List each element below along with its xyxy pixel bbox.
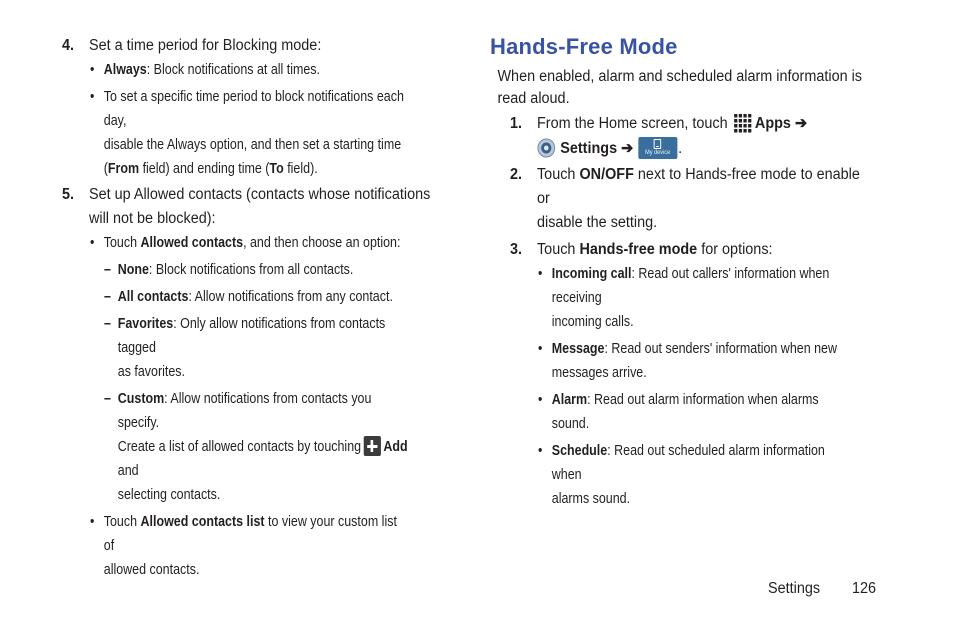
allowed-contacts-list-label: Allowed contacts list	[140, 514, 265, 530]
step-text: will not be blocked):	[88, 210, 216, 227]
step-number: 5.	[62, 186, 75, 203]
apps-grid-icon	[734, 113, 753, 133]
option-message	[538, 337, 849, 385]
option-text: : Read out senders' information when new	[604, 341, 837, 357]
option-bold: Custom	[117, 391, 165, 407]
step-text: for options:	[697, 241, 773, 258]
bullet-mark: •	[90, 62, 95, 78]
step-text: Set up Allowed contacts (contacts whose notifications	[88, 186, 431, 203]
settings-gear-icon	[537, 138, 556, 158]
option-text: : Allow notifications from contacts you specify.	[117, 391, 372, 431]
option-bold: Favorites	[117, 316, 174, 332]
on-off-label: ON/OFF	[579, 166, 634, 183]
option-text: messages arrive.	[551, 365, 647, 381]
step-text: Set a time period for Blocking mode:	[88, 37, 322, 54]
step-text: next to Hands-free mode to enable or	[536, 166, 860, 207]
dash-mark: –	[104, 391, 111, 407]
step-text: disable the setting.	[536, 214, 658, 231]
option-none	[104, 258, 412, 282]
hands-free-mode-label: Hands-free mode	[579, 241, 698, 258]
bullet-text: Touch	[103, 514, 141, 530]
to-field-label: To	[269, 161, 284, 177]
bullet-line: To set a specific time period to block notifications each day,	[103, 89, 404, 129]
bullet-text: , and then choose an option:	[243, 235, 401, 251]
bullet-text: field).	[283, 161, 318, 177]
bullet-text: : Block notifications at all times.	[146, 62, 321, 78]
bullet-text: Touch	[103, 235, 141, 251]
option-text: selecting contacts.	[117, 487, 221, 503]
step-text: Touch	[536, 241, 580, 258]
arrow-glyph: ➔	[790, 115, 808, 132]
step-5	[62, 183, 434, 231]
apps-label: Apps	[754, 115, 791, 132]
option-bold: Message	[551, 341, 605, 357]
step-number: 2.	[510, 166, 523, 183]
step-4	[62, 34, 434, 58]
my-device-tab-icon	[638, 137, 677, 159]
step-text: .	[678, 140, 683, 157]
bullet-mark: •	[90, 514, 95, 530]
option-schedule	[538, 439, 849, 511]
right-column	[490, 34, 900, 511]
bullet-text: allowed contacts.	[103, 562, 200, 578]
option-text: as favorites.	[117, 364, 185, 380]
bullet-text: to view your custom list of	[103, 514, 397, 554]
step-text: Touch	[536, 166, 580, 183]
hf-step-1	[510, 112, 873, 161]
arrow-glyph: ➔	[617, 140, 634, 157]
option-bold: All contacts	[117, 289, 189, 305]
dash-mark: –	[104, 289, 111, 305]
my-device-label: My device	[645, 150, 671, 156]
step-number: 3.	[510, 241, 523, 258]
option-incoming-call	[538, 262, 849, 334]
intro-paragraph	[490, 66, 871, 110]
bullet-allowed-contacts	[90, 231, 410, 255]
intro-line: read aloud.	[497, 90, 570, 107]
allowed-contacts-label: Allowed contacts	[140, 235, 244, 251]
step-number: 1.	[510, 115, 523, 132]
bullet-always	[90, 58, 410, 82]
option-text: : Allow notifications from any contact.	[188, 289, 393, 305]
bullet-mark: •	[538, 443, 543, 459]
bullet-mark: •	[538, 392, 543, 408]
bullet-bold: Always	[103, 62, 147, 78]
footer-section-name: Settings	[768, 580, 821, 597]
option-favorites	[104, 312, 412, 384]
dash-mark: –	[104, 316, 111, 332]
option-alarm	[538, 388, 849, 436]
bullet-mark: •	[538, 341, 543, 357]
add-icon	[364, 436, 381, 456]
option-custom	[104, 387, 412, 507]
section-heading: Hands-Free Mode	[490, 34, 678, 59]
option-text: Create a list of allowed contacts by touching	[117, 439, 362, 455]
hf-step-2	[510, 163, 873, 235]
step-number: 4.	[62, 37, 75, 54]
intro-line: When enabled, alarm and scheduled alarm information is	[497, 68, 863, 85]
bullet-text: (	[103, 161, 108, 177]
bullet-line: disable the Always option, and then set a starting time	[103, 137, 402, 153]
bullet-allowed-contacts-list	[90, 510, 410, 582]
option-text: : Read out callers' information when receiving	[551, 266, 830, 306]
option-text: alarms sound.	[551, 491, 631, 507]
option-bold: Incoming call	[551, 266, 632, 282]
option-bold: None	[117, 262, 149, 278]
step-text: From the Home screen, touch	[536, 115, 732, 132]
option-bold: Alarm	[551, 392, 588, 408]
option-text: : Read out alarm information when alarms sound.	[551, 392, 819, 432]
option-text: incoming calls.	[551, 314, 634, 330]
bullet-mark: •	[90, 89, 95, 105]
bullet-text: field) and ending time (	[139, 161, 270, 177]
from-field-label: From	[107, 161, 140, 177]
option-all-contacts	[104, 285, 412, 309]
bullet-mark: •	[538, 266, 543, 282]
bullet-mark: •	[90, 235, 95, 251]
bullet-time-period	[90, 85, 410, 181]
add-label: Add	[383, 439, 408, 455]
option-text: : Only allow notifications from contacts tagged	[117, 316, 386, 356]
footer-page-number: 126	[852, 580, 877, 597]
left-column	[62, 34, 462, 582]
option-bold: Schedule	[551, 443, 608, 459]
dash-mark: –	[104, 262, 111, 278]
hf-step-3	[510, 238, 873, 262]
settings-label: Settings	[560, 140, 618, 157]
option-text: : Block notifications from all contacts.	[148, 262, 354, 278]
option-text: : Read out scheduled alarm information when	[551, 443, 825, 483]
option-text: and	[117, 463, 139, 479]
